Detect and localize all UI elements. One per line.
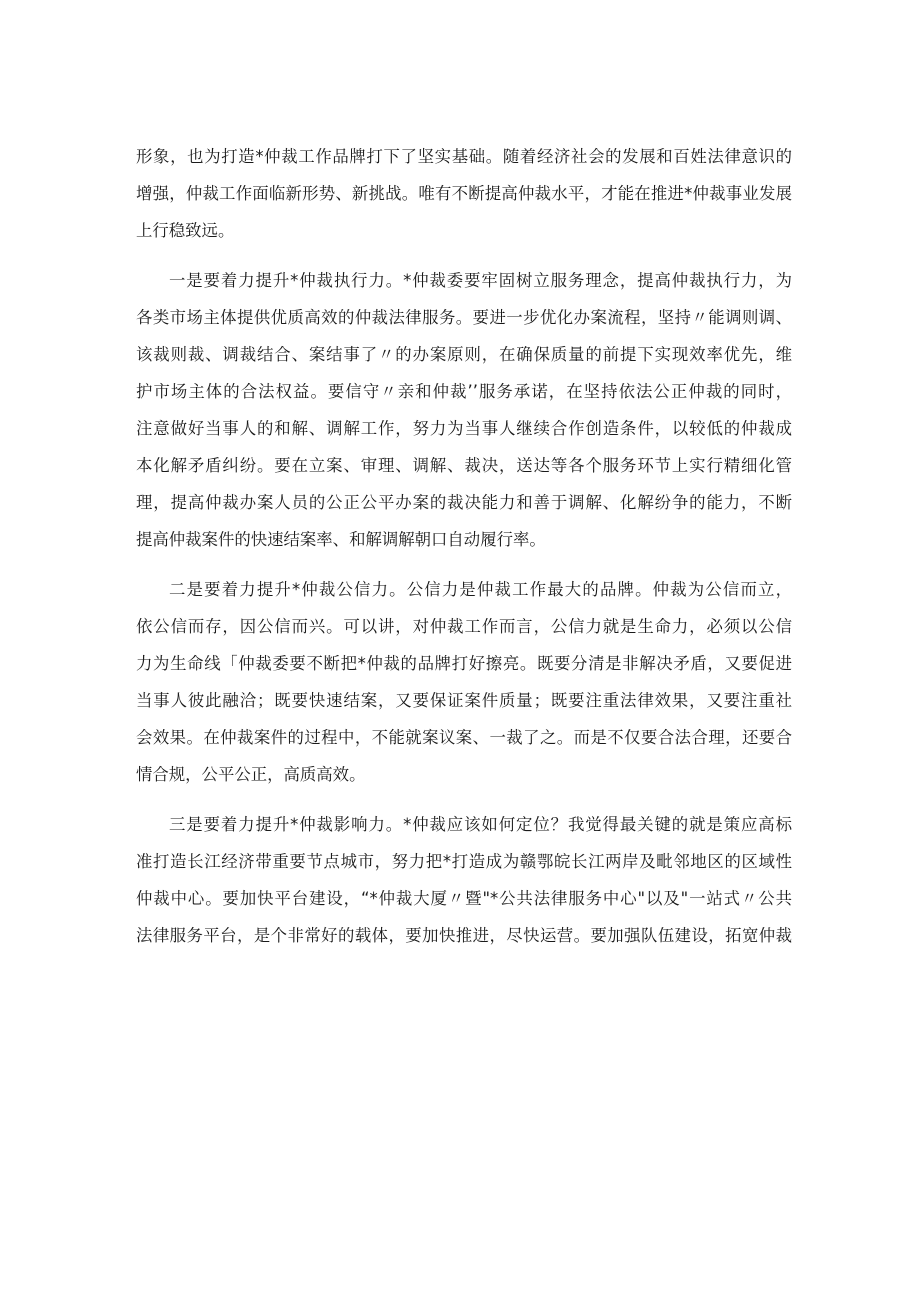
text-line: 依公信而存，因公信而兴。可以讲，对仲裁工作而言，公信力就是生命力，必须以公信 bbox=[136, 617, 792, 636]
text-line: 各类市场主体提供优质高效的仲裁法律服务。要进一步优化办案流程，坚持〃能调则调、 bbox=[136, 308, 792, 327]
text-line: 理，提高仲裁办案人员的公正公平办案的裁决能力和善于调解、化解纷争的能力，不断 bbox=[136, 493, 792, 512]
text-line: 注意做好当事人的和解、调解工作，努力为当事人继续合作创造条件，以较低的仲裁成 bbox=[136, 419, 792, 438]
paragraph-enforcement bbox=[136, 262, 792, 558]
text-line: 情合规，公平公正，高质高效。 bbox=[136, 765, 366, 784]
text-line: 护市场主体的合法权益。要信守〃亲和仲裁’’服务承诺，在坚持依法公正仲裁的同时， bbox=[136, 382, 792, 401]
paragraph-intro bbox=[136, 138, 792, 249]
text-line: 二是要着力提升*仲裁公信力。公信力是仲裁工作最大的品牌。仲裁为公信而立， bbox=[169, 580, 792, 599]
text-line: 本化解矛盾纠纷。要在立案、审理、调解、裁决，送达等各个服务环节上实行精细化管 bbox=[136, 456, 792, 475]
text-line: 一是要着力提升*仲裁执行力。*仲裁委要牢固树立服务理念，提高仲裁执行力，为 bbox=[169, 271, 792, 290]
text-line: 提高仲裁案件的快速结案率、和解调解朝口自动履行率。 bbox=[136, 530, 546, 549]
text-line: 当事人彼此融洽；既要快速结案，又要保证案件质量；既要注重法律效果，又要注重社 bbox=[136, 691, 792, 710]
text-line: 三是要着力提升*仲裁影响力。*仲裁应该如何定位？我觉得最关键的就是策应高标 bbox=[169, 815, 792, 834]
text-line: 该裁则裁、调裁结合、案结事了〃的办案原则，在确保质量的前提下实现效率优先，维 bbox=[136, 345, 792, 364]
text-line: 力为生命线「仲裁委要不断把*仲裁的品牌打好擦亮。既要分清是非解决矛盾，又要促进 bbox=[136, 654, 792, 673]
text-line: 准打造长江经济带重要节点城市，努力把*打造成为赣鄂皖长江两岸及毗邻地区的区域性 bbox=[136, 852, 792, 871]
text-line: 会效果。在仲裁案件的过程中，不能就案议案、一裁了之。而是不仅要合法合理，还要合 bbox=[136, 728, 792, 747]
text-line: 仲裁中心。要加快平台建设，“*仲裁大厦〃暨"*公共法律服务中心"以及"一站式〃公共 bbox=[136, 889, 792, 908]
document-body bbox=[136, 138, 792, 967]
text-line: 增强，仲裁工作面临新形势、新挑战。唯有不断提高仲裁水平，才能在推进*仲裁事业发展 bbox=[136, 184, 792, 203]
text-line: 法律服务平台，是个非常好的载体，要加快推进，尽快运营。要加强队伍建设，拓宽仲裁 bbox=[136, 926, 792, 945]
paragraph-credibility bbox=[136, 571, 792, 793]
text-line: 上行稳致远。 bbox=[136, 221, 235, 240]
text-line: 形象，也为打造*仲裁工作品牌打下了坚实基础。随着经济社会的发展和百姓法律意识的 bbox=[136, 147, 792, 166]
paragraph-influence bbox=[136, 806, 792, 954]
